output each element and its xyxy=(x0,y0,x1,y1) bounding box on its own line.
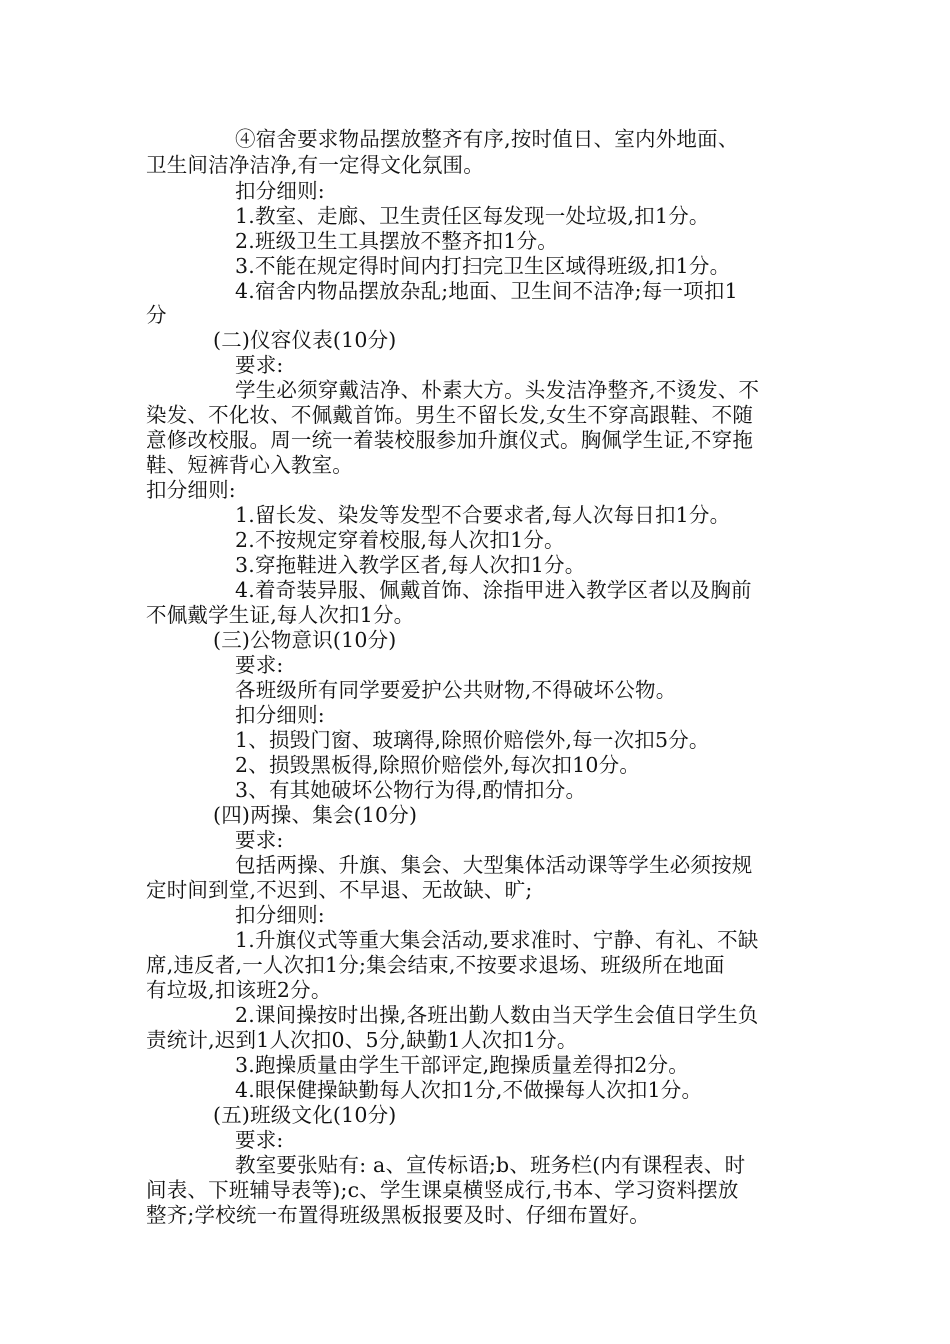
section-heading: (四)两操、集会(10分) xyxy=(213,803,418,827)
section-heading: (三)公物意识(10分) xyxy=(213,628,397,652)
text-line: 意修改校服。周一统一着装校服参加升旗仪式。胸佩学生证,不穿拖 xyxy=(146,428,754,452)
text-line: 1、损毁门窗、玻璃得,除照价赔偿外,每一次扣5分。 xyxy=(235,728,710,752)
text-line: 要求: xyxy=(235,653,284,677)
text-line: 分 xyxy=(146,303,167,327)
text-line: 包括两操、升旗、集会、大型集体活动课等学生必须按规 xyxy=(235,853,753,877)
text-line: 不佩戴学生证,每人次扣1分。 xyxy=(146,603,415,627)
text-line: 4.着奇装异服、佩戴首饰、涂指甲进入教学区者以及胸前 xyxy=(235,578,752,602)
text-line: 2、损毁黑板得,除照价赔偿外,每次扣10分。 xyxy=(235,753,641,777)
text-line: 1.教室、走廊、卫生责任区每发现一处垃圾,扣1分。 xyxy=(235,204,710,228)
text-line: 间表、下班辅导表等);c、学生课桌横竖成行,书本、学习资料摆放 xyxy=(146,1178,739,1202)
text-line: 染发、不化妆、不佩戴首饰。男生不留长发,女生不穿高跟鞋、不随 xyxy=(146,403,754,427)
text-line: 整齐;学校统一布置得班级黑板报要及时、仔细布置好。 xyxy=(146,1203,650,1227)
text-line: 责统计,迟到1人次扣0、5分,缺勤1人次扣1分。 xyxy=(146,1028,578,1052)
text-line: 教室要张贴有: a、宣传标语;b、班务栏(内有课程表、时 xyxy=(235,1153,746,1177)
text-line: 2.课间操按时出操,各班出勤人数由当天学生会值日学生负 xyxy=(235,1003,759,1027)
text-line: 要求: xyxy=(235,828,284,852)
text-line: 定时间到堂,不迟到、不早退、无故缺、旷; xyxy=(146,878,533,902)
text-line: ④宿舍要求物品摆放整齐有序,按时值日、室内外地面、 xyxy=(235,127,739,151)
text-line: 2.不按规定穿着校服,每人次扣1分。 xyxy=(235,528,565,552)
text-line: 席,违反者,一人次扣1分;集会结束,不按要求退场、班级所在地面 xyxy=(146,953,725,977)
text-line: 扣分细则: xyxy=(235,179,325,203)
text-line: 3.不能在规定得时间内打扫完卫生区域得班级,扣1分。 xyxy=(235,254,731,278)
text-line: 4.眼保健操缺勤每人次扣1分,不做操每人次扣1分。 xyxy=(235,1078,703,1102)
text-line: 3.穿拖鞋进入教学区者,每人次扣1分。 xyxy=(235,553,586,577)
text-line: 扣分细则: xyxy=(146,478,236,502)
text-line: 要求: xyxy=(235,353,284,377)
text-line: 3、有其她破坏公物行为得,酌情扣分。 xyxy=(235,778,587,802)
text-line: 4.宿舍内物品摆放杂乱;地面、卫生间不洁净;每一项扣1 xyxy=(235,279,738,303)
text-line: 3.跑操质量由学生干部评定,跑操质量差得扣2分。 xyxy=(235,1053,689,1077)
text-line: 扣分细则: xyxy=(235,903,325,927)
text-line: 各班级所有同学要爱护公共财物,不得破坏公物。 xyxy=(235,678,677,702)
text-line: 卫生间洁净洁净,有一定得文化氛围。 xyxy=(146,153,484,177)
section-heading: (五)班级文化(10分) xyxy=(213,1103,397,1127)
text-line: 要求: xyxy=(235,1128,284,1152)
text-line: 扣分细则: xyxy=(235,703,325,727)
text-line: 2.班级卫生工具摆放不整齐扣1分。 xyxy=(235,229,559,253)
section-heading: (二)仪容仪表(10分) xyxy=(213,328,397,352)
text-line: 1.留长发、染发等发型不合要求者,每人次每日扣1分。 xyxy=(235,503,731,527)
text-line: 鞋、短裤背心入教室。 xyxy=(146,453,353,477)
text-line: 1.升旗仪式等重大集会活动,要求准时、宁静、有礼、不缺 xyxy=(235,928,759,952)
text-line: 学生必须穿戴洁净、朴素大方。头发洁净整齐,不烫发、不 xyxy=(235,378,760,402)
text-line: 有垃圾,扣该班2分。 xyxy=(146,978,332,1002)
